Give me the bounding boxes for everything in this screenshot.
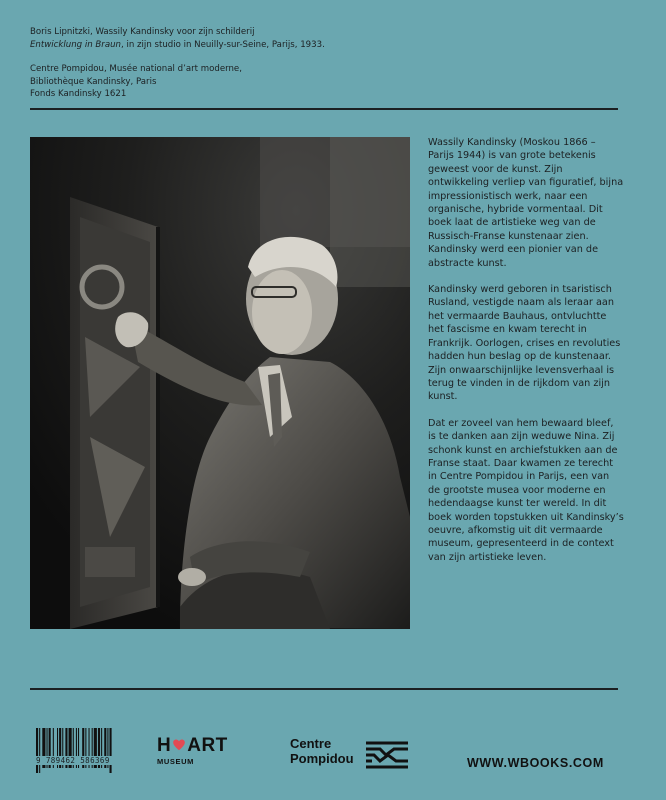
top-divider xyxy=(30,108,618,110)
barcode xyxy=(36,728,140,773)
isbn-number: 9 789462 586369 xyxy=(36,756,144,765)
caption-text: , in zijn studio in Neuilly-sur-Seine, Parijs, 1933. xyxy=(121,39,325,50)
body-paragraph: Wassily Kandinsky (Moskou 1866 – Parijs 1944) is van grote betekenis geweest voor de kunst. Zijn ontwikkeling verliep van figuratief, bijna impressionistisch werk, naar een organische, hybride vormentaal. Dit boek laat de artistieke weg van de Russisch-Franse kunstenaar zien. Kandinsky werd een pionier van de abstracte kunst. xyxy=(428,137,624,269)
caption-line: Boris Lipnitzki, Wassily Kandinsky voor zijn schilderij xyxy=(30,27,255,37)
body-paragraph: Dat er zoveel van hem bewaard bleef, is te danken aan zijn weduwe Nina. Zij schonk kunst en archiefstukken aan de Franse staat. Daar kwamen ze terecht in Centre Pompidou in Parijs, een van de grootste musea voor moderne en hedendaagse kunst ter wereld. In dit boek worden topstukken uit Kandinsky’s oeuvre, afkomstig uit dit vermaarde museum, gepresenteerd in de context van zijn artistieke leven. xyxy=(428,417,624,563)
caption-line: Bibliothèque Kandinsky, Paris xyxy=(30,76,157,87)
pompidou-line: Centre xyxy=(290,736,332,751)
footer xyxy=(0,700,666,800)
barcode-bar xyxy=(110,728,112,773)
hart-logo-subtitle: MUSEUM xyxy=(157,757,194,766)
caption-credits xyxy=(30,63,630,101)
hart-museum-logo xyxy=(157,736,228,766)
kandinsky-photograph xyxy=(30,137,410,629)
caption-line: Fonds Kandinsky 1621 xyxy=(30,89,127,99)
centre-pompidou-logo-icon xyxy=(366,741,408,769)
caption-line: Centre Pompidou, Musée national d’art moderne, xyxy=(30,64,242,74)
pompidou-line: Pompidou xyxy=(290,751,354,766)
caption-line xyxy=(30,39,630,52)
hart-logo-h: H xyxy=(157,735,172,756)
centre-pompidou-wordmark xyxy=(290,736,354,766)
body-text xyxy=(428,136,624,577)
photo-caption xyxy=(30,26,630,101)
artwork-title: Entwicklung in Braun xyxy=(30,39,121,50)
barcode-bar xyxy=(36,728,38,773)
body-paragraph: Kandinsky werd geboren in tsaristisch Rusland, vestigde naam als leraar aan het vermaarde Bauhaus, ontvluchtte het fascisme en kwam terecht in Frankrijk. Oorlogen, crises en revoluties hadden hun beslag op de kunstenaar. Zijn onwaarschijnlijke levensverhaal is terug te vinden in de rijkdom van zijn kunst. xyxy=(428,284,621,403)
bottom-divider xyxy=(30,688,618,690)
publisher-url[interactable]: WWW.WBOOKS.COM xyxy=(467,756,604,770)
hart-logo-art: ART xyxy=(187,735,228,756)
barcode-bar xyxy=(39,728,40,773)
hart-heart-icon xyxy=(172,738,186,752)
